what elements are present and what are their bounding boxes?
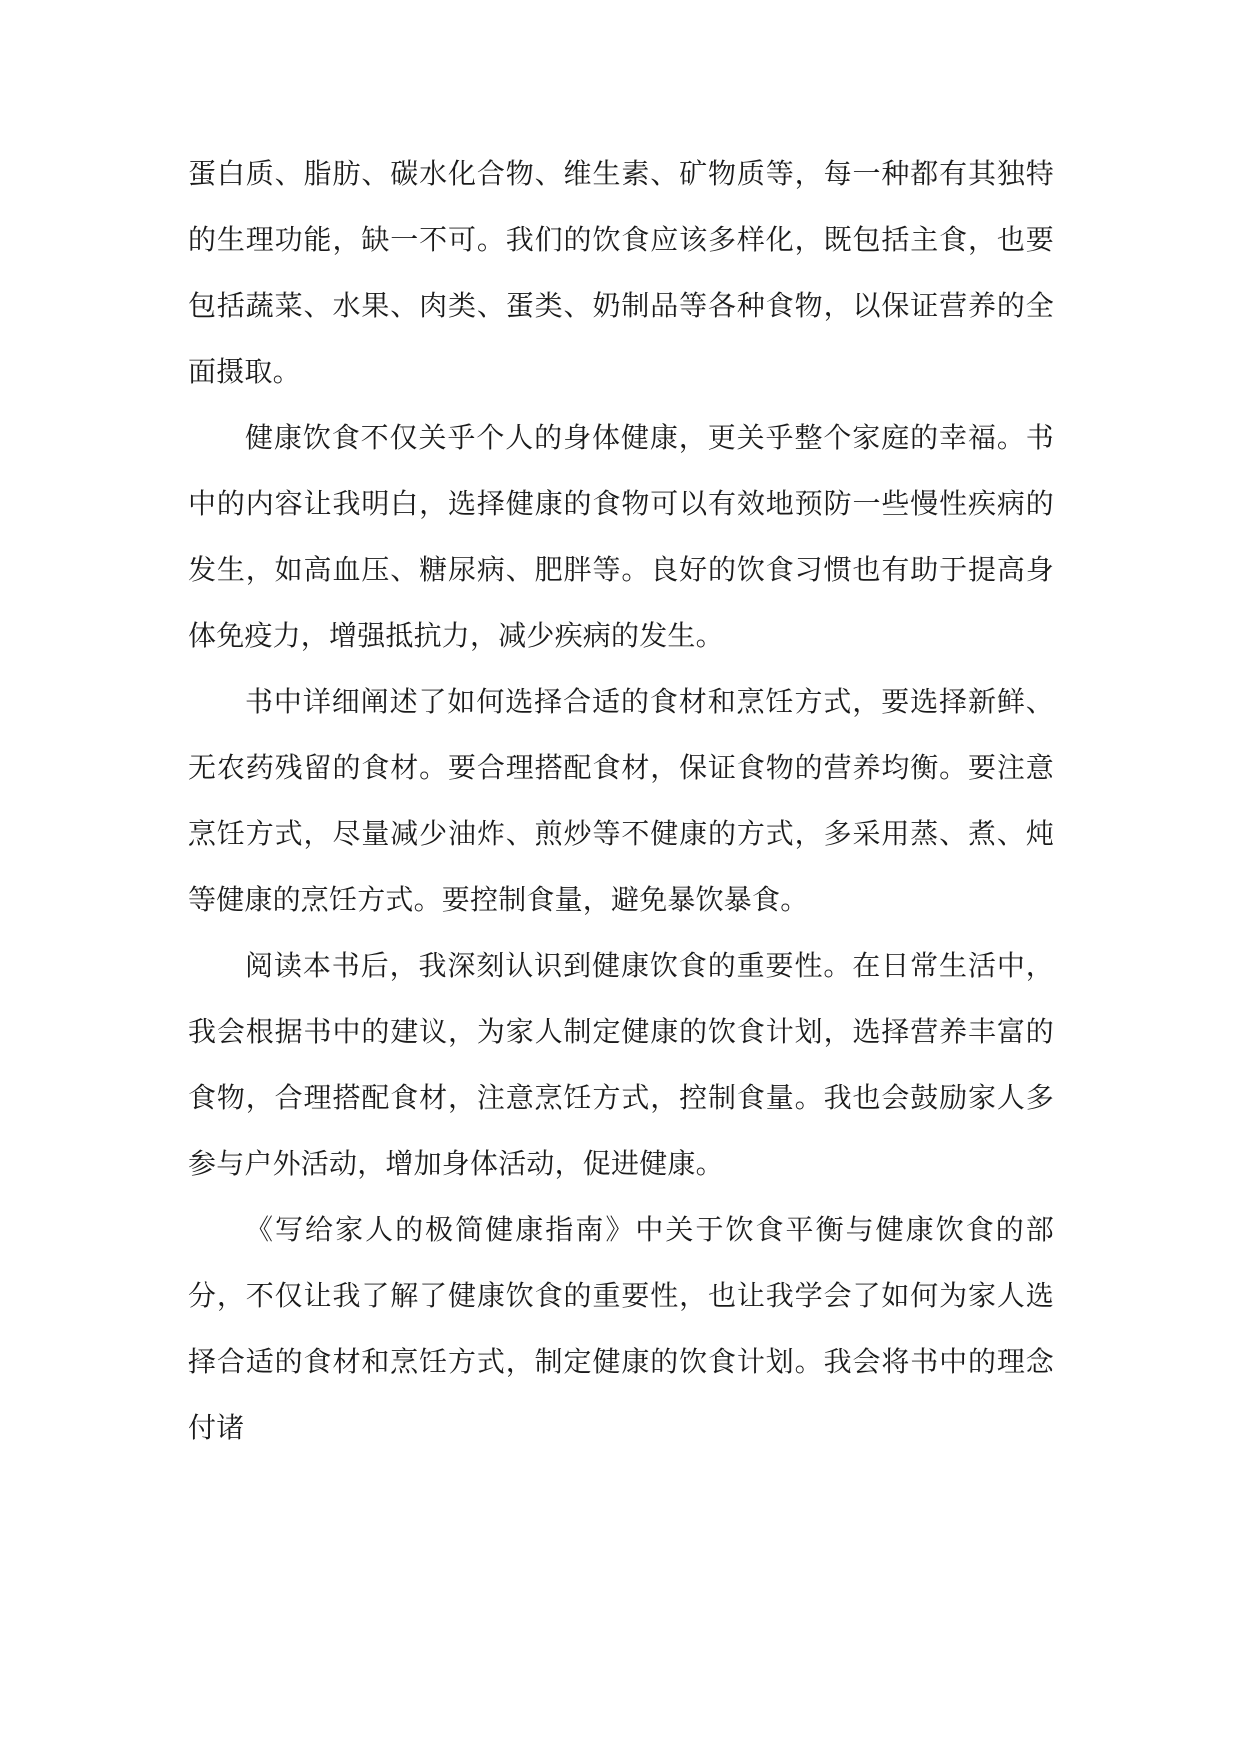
document-body [188,141,1054,1461]
paragraph-4: 阅读本书后，我深刻认识到健康饮食的重要性。在日常生活中，我会根据书中的建议，为家人制定健康的饮食计划，选择营养丰富的食物，合理搭配食材，注意烹饪方式，控制食量。我也会鼓励家人多参与户外活动，增加身体活动，促进健康。 [188,949,1054,1180]
paragraph-5: 《写给家人的极简健康指南》中关于饮食平衡与健康饮食的部分，不仅让我了解了健康饮食的重要性，也让我学会了如何为家人选择合适的食材和烹饪方式，制定健康的饮食计划。我会将书中的理念付诸 [188,1213,1054,1444]
paragraph-1: 蛋白质、脂肪、碳水化合物、维生素、矿物质等，每一种都有其独特的生理功能，缺一不可。我们的饮食应该多样化，既包括主食，也要包括蔬菜、水果、肉类、蛋类、奶制品等各种食物，以保证营养的全面摄取。 [188,157,1054,388]
paragraph-2: 健康饮食不仅关乎个人的身体健康，更关乎整个家庭的幸福。书中的内容让我明白，选择健康的食物可以有效地预防一些慢性疾病的发生，如高血压、糖尿病、肥胖等。良好的饮食习惯也有助于提高身体免疫力，增强抵抗力，减少疾病的发生。 [188,421,1054,652]
paragraph-3: 书中详细阐述了如何选择合适的食材和烹饪方式，要选择新鲜、无农药残留的食材。要合理搭配食材，保证食物的营养均衡。要注意烹饪方式，尽量减少油炸、煎炒等不健康的方式，多采用蒸、煮、炖等健康的烹饪方式。要控制食量，避免暴饮暴食。 [188,685,1054,916]
